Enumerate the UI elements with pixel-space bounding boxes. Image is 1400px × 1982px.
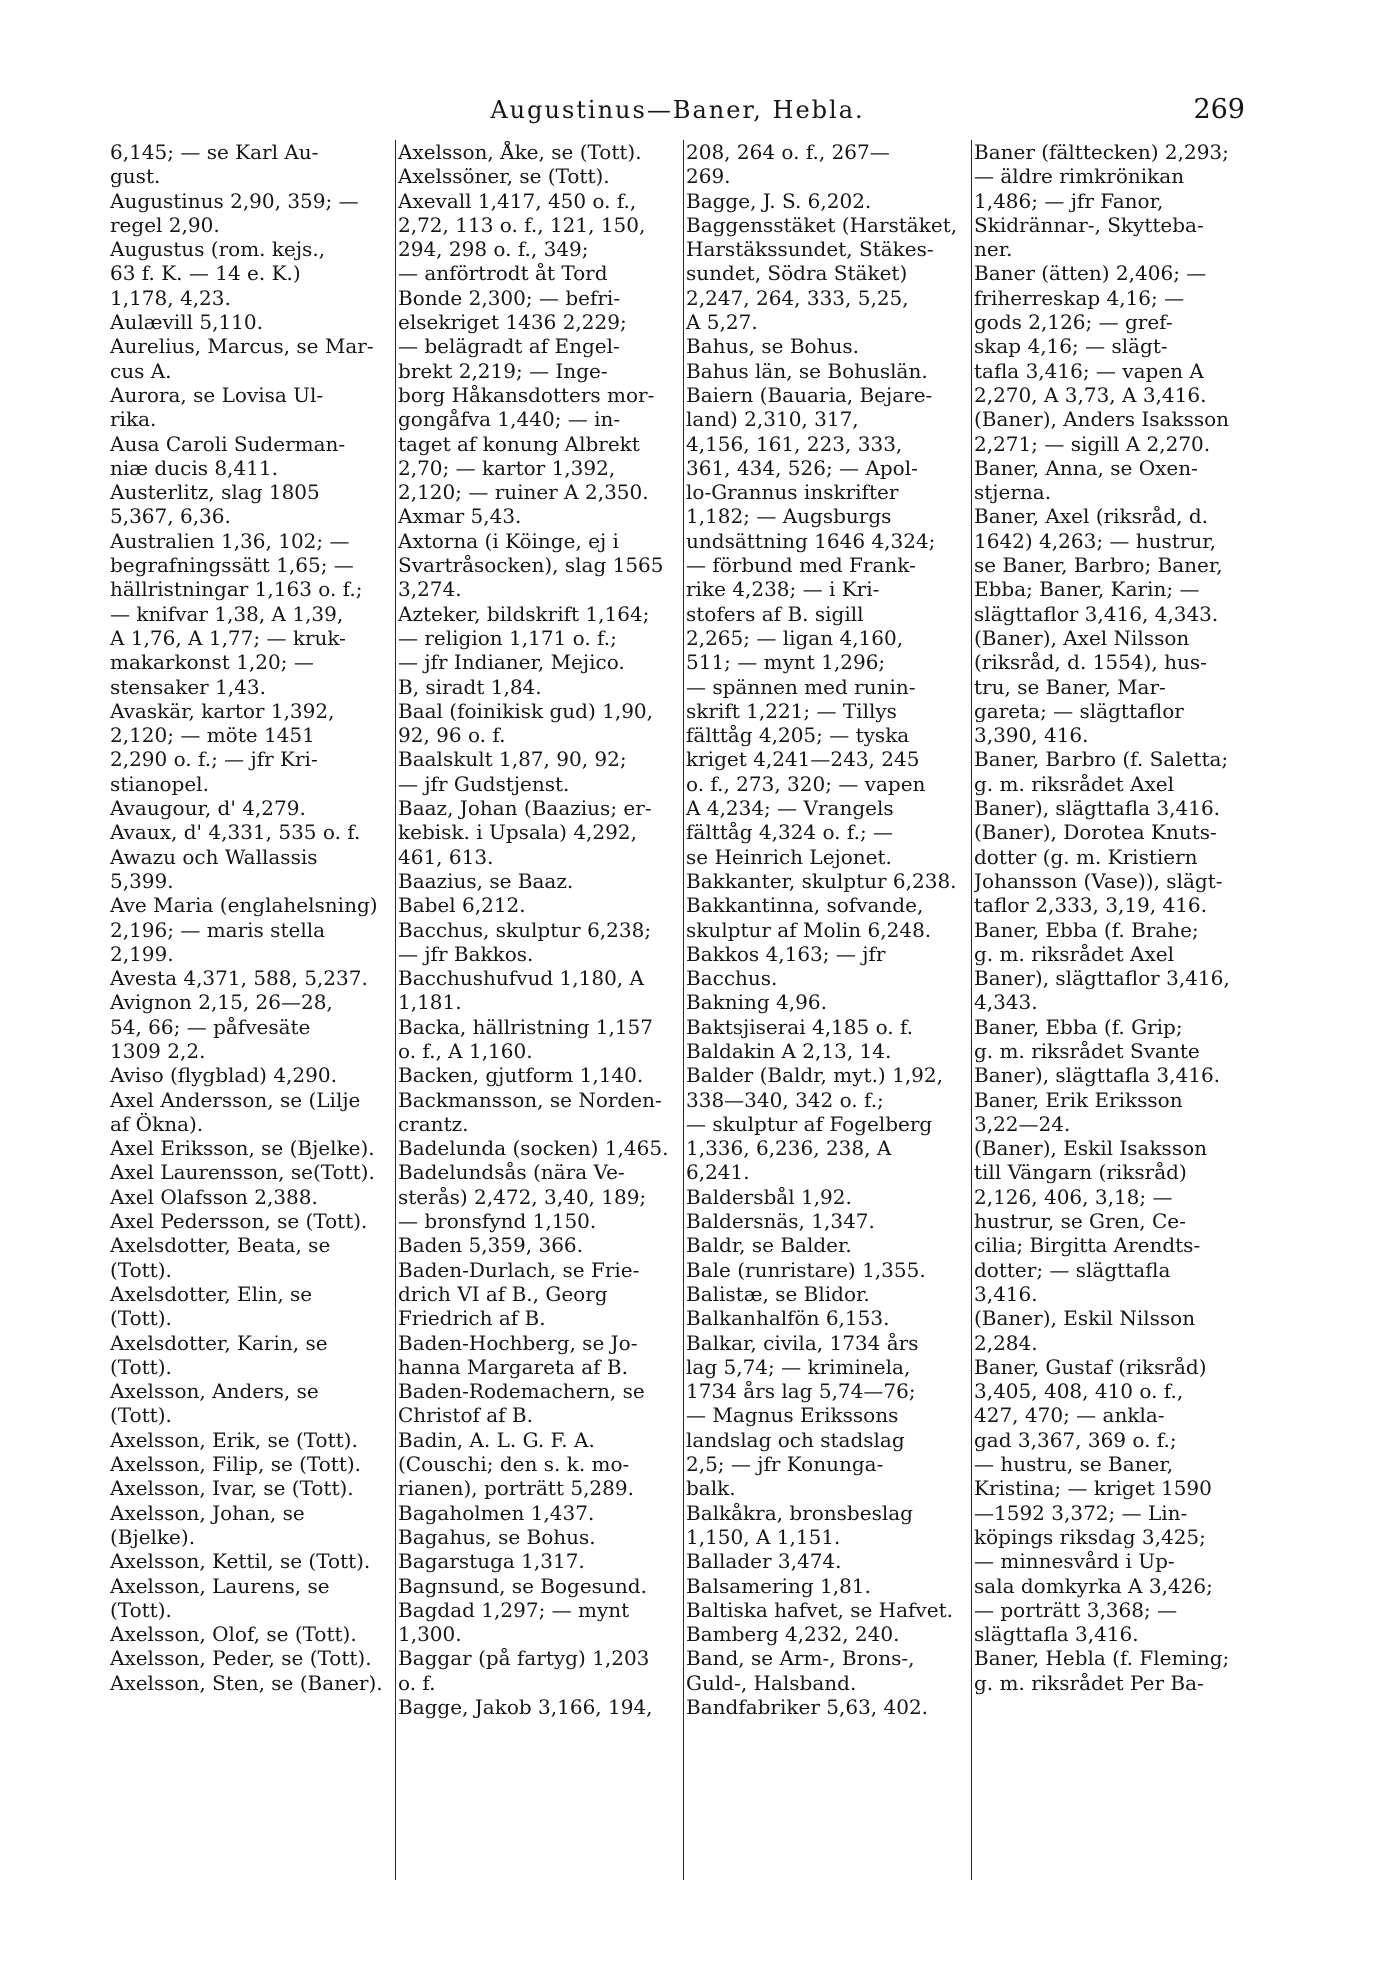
index-line: hustrur, se Gren, Ce- (974, 1209, 1186, 1234)
index-line: Axelsdotter, Elin, se (110, 1281, 313, 1306)
index-line: skap 4,16; — slägt- (974, 334, 1168, 359)
index-line: Bakkos 4,163; — jfr (686, 941, 886, 966)
index-line: Kristina; — kriget 1590 (974, 1476, 1212, 1501)
index-line: — hustru, se Baner, (974, 1452, 1174, 1477)
index-line: Baden 5,359, 366. (398, 1233, 583, 1258)
index-line: 2,270, A 3,73, A 3,416. (974, 382, 1207, 407)
index-line: — religion 1,171 o. f.; (398, 625, 617, 650)
index-line: slägttafla 3,416. (974, 1622, 1139, 1647)
index-line: 1734 års lag 5,74—76; (686, 1379, 916, 1404)
index-line: Badin, A. L. G. F. A. (398, 1427, 595, 1452)
index-line: Balkanhalfön 6,153. (686, 1306, 890, 1331)
index-line: lag 5,74; — kriminela, (686, 1354, 911, 1379)
index-column-4 (974, 140, 1245, 1880)
index-line: undsättning 1646 4,324; (686, 528, 936, 553)
index-line: ner. (974, 237, 1013, 262)
index-line: Avesta 4,371, 588, 5,237. (110, 966, 368, 991)
index-line: Baggensstäket (Harstäket, (686, 212, 958, 237)
index-line: Axel Laurensson, se(Tott). (110, 1160, 375, 1185)
index-line: Bagge, J. S. 6,202. (686, 188, 872, 213)
index-line: B, siradt 1,84. (398, 674, 542, 699)
index-line: 361, 434, 526; — Apol- (686, 455, 918, 480)
index-line: landslag och stadslag (686, 1427, 905, 1452)
index-line: — jfr Bakkos. (398, 941, 534, 966)
index-line: Bamberg 4,232, 240. (686, 1622, 900, 1647)
index-line: (Tott). (110, 1403, 172, 1428)
index-line: 2,5; — jfr Konunga- (686, 1452, 884, 1477)
index-line: cilia; Birgitta Arendts- (974, 1233, 1201, 1258)
index-line: 2,72, 113 o. f., 121, 150, (398, 212, 646, 237)
index-line: Baner, Gustaf (riksråd) (974, 1354, 1207, 1379)
index-line: 208, 264 o. f., 267— (686, 140, 890, 164)
index-line: land) 2,310, 317, (686, 407, 859, 432)
index-line: (riksråd, d. 1554), hus- (974, 650, 1207, 675)
index-line: Baal (foinikisk gud) 1,90, (398, 698, 654, 723)
index-line: Badelunda (socken) 1,465. (398, 1136, 669, 1161)
index-line: se Baner, Barbro; Baner, (974, 553, 1223, 578)
index-line: Ballader 3,474. (686, 1549, 842, 1574)
index-line: (Tott). (110, 1257, 172, 1282)
index-line: (Couschi; den s. k. mo- (398, 1452, 630, 1477)
index-line: 4,343. (974, 990, 1038, 1015)
index-line: Bandfabriker 5,63, 402. (686, 1695, 929, 1719)
index-line: balk. (686, 1476, 736, 1501)
index-line: 2,284. (974, 1330, 1038, 1355)
index-line: 5,367, 6,36. (110, 504, 231, 529)
index-line: Bagdad 1,297; — mynt (398, 1597, 630, 1622)
index-line: Baldr, se Balder. (686, 1233, 852, 1258)
index-line: — minnesvård i Up- (974, 1549, 1175, 1574)
index-line: 1,178, 4,23. (110, 285, 231, 310)
index-line: Bagaholmen 1,437. (398, 1500, 595, 1525)
index-line: Axelsson, Peder, se (Tott). (110, 1646, 372, 1671)
index-line: 3,416. (974, 1281, 1038, 1306)
index-line: drich VI af B., Georg (398, 1281, 608, 1306)
index-line: gods 2,126; — gref- (974, 310, 1173, 335)
index-line: dotter; — slägttafla (974, 1257, 1171, 1282)
index-line: lo-Grannus inskrifter (686, 480, 899, 505)
index-line: 92, 96 o. f. (398, 723, 506, 748)
index-line: — jfr Gudstjenst. (398, 771, 570, 796)
index-line: köpings riksdag 3,425; (974, 1524, 1206, 1549)
running-head: Augustinus—Baner, Hebla. (490, 96, 865, 124)
index-line: begrafningssätt 1,65; — (110, 553, 354, 578)
index-line: hällristningar 1,163 o. f.; (110, 577, 363, 602)
index-line: Balder (Baldr, myt.) 1,92, (686, 1063, 943, 1088)
index-line: kebisk. i Upsala) 4,292, (398, 820, 637, 845)
index-line: Baden-Durlach, se Frie- (398, 1257, 640, 1282)
index-line: Bacchushufvud 1,180, A (398, 966, 644, 991)
index-line: (Tott). (110, 1597, 172, 1622)
index-line: Balkåkra, bronsbeslag (686, 1500, 913, 1525)
index-line: fälttåg 4,324 o. f.; — (686, 820, 894, 845)
index-line: 2,247, 264, 333, 5,25, (686, 285, 909, 310)
index-line: Aurelius, Marcus, se Mar- (110, 334, 374, 359)
index-line: makarkonst 1,20; — (110, 650, 314, 675)
index-line: — porträtt 3,368; — (974, 1597, 1178, 1622)
index-line: 1,336, 6,236, 238, A (686, 1136, 892, 1161)
index-line: borg Håkansdotters mor- (398, 382, 655, 407)
index-line: 511; — mynt 1,296; (686, 650, 886, 675)
index-line: till Vängarn (riksråd) (974, 1160, 1187, 1185)
index-line: stjerna. (974, 480, 1052, 505)
index-line: Baner), slägttaflor 3,416, (974, 966, 1230, 991)
index-line: elsekriget 1436 2,229; (398, 310, 627, 335)
index-line: Balsamering 1,81. (686, 1573, 871, 1598)
index-line: Axelsson, Olof, se (Tott). (110, 1622, 357, 1647)
index-line: crantz. (398, 1111, 469, 1136)
column-rule (395, 140, 396, 1880)
index-line: Baden-Rodemachern, se (398, 1379, 645, 1404)
index-line: Baner), slägttafla 3,416. (974, 1063, 1221, 1088)
index-line: Axelsdotter, Beata, se (110, 1233, 331, 1258)
index-line: o. f., 273, 320; — vapen (686, 771, 926, 796)
index-line: Axelsdotter, Karin, se (110, 1330, 328, 1355)
index-line: Axel Eriksson, se (Bjelke). (110, 1136, 375, 1161)
index-line: Baaz, Johan (Baazius; er- (398, 796, 652, 821)
index-line: Bagarstuga 1,317. (398, 1549, 585, 1574)
index-line: 269. (686, 164, 731, 189)
index-line: —1592 3,372; — Lin- (974, 1500, 1188, 1525)
index-line: Ausa Caroli Suderman- (110, 431, 346, 456)
index-line: Svartråsocken), slag 1565 (398, 553, 664, 578)
index-line: Axelsson, Ivar, se (Tott). (110, 1476, 354, 1501)
index-line: — spännen med runin- (686, 674, 916, 699)
index-line: Bale (runristare) 1,355. (686, 1257, 926, 1282)
index-line: 5,399. (110, 868, 174, 893)
index-columns (110, 140, 1245, 1920)
index-line: Johansson (Vase)), slägt- (974, 868, 1223, 893)
index-line: (Tott). (110, 1354, 172, 1379)
index-line: taget af konung Albrekt (398, 431, 640, 456)
index-line: A 4,234; — Vrangels (686, 796, 894, 821)
index-line: 2,290 o. f.; — jfr Kri- (110, 747, 318, 772)
index-line: 54, 66; — påfvesäte (110, 1014, 311, 1039)
index-line: Guld-, Halsband. (686, 1670, 857, 1695)
index-line: Axevall 1,417, 450 o. f., (398, 188, 637, 213)
index-line: stofers af B. sigill (686, 601, 864, 626)
index-line: Baner, Hebla (f. Fleming; (974, 1646, 1230, 1671)
index-line: Axelsson, Kettil, se (Tott). (110, 1549, 371, 1574)
index-line: (Baner), Axel Nilsson (974, 625, 1190, 650)
index-line: Friedrich af B. (398, 1306, 546, 1331)
index-line: Baner (fälttecken) 2,293; (974, 140, 1229, 164)
index-line: Bahus län, se Bohuslän. (686, 358, 928, 383)
index-line: 3,274. (398, 577, 462, 602)
index-line: Australien 1,36, 102; — (110, 528, 350, 553)
index-line: Baner, Anna, se Oxen- (974, 455, 1198, 480)
index-line: kriget 4,241—243, 245 (686, 747, 920, 772)
index-line: Baktsjiserai 4,185 o. f. (686, 1014, 914, 1039)
index-line: Baner, Axel (riksråd, d. (974, 504, 1209, 529)
index-line: af Ökna). (110, 1111, 204, 1136)
index-column-3 (686, 140, 968, 1880)
index-line: brekt 2,219; — Inge- (398, 358, 608, 383)
index-line: Baalskult 1,87, 90, 92; (398, 747, 627, 772)
index-line: — skulptur af Fogelberg (686, 1111, 933, 1136)
index-line: 2,126, 406, 3,18; — (974, 1184, 1173, 1209)
index-line: slägttaflor 3,416, 4,343. (974, 601, 1219, 626)
index-line: 1309 2,2. (110, 1038, 206, 1063)
index-line: 6,241. (686, 1160, 750, 1185)
index-line: Baazius, se Baaz. (398, 868, 574, 893)
index-line: — belägradt af Engel- (398, 334, 620, 359)
index-line: 1,486; — jfr Fanor, (974, 188, 1164, 213)
index-line: (Baner), Anders Isaksson (974, 407, 1230, 432)
index-line: Baldersnäs, 1,347. (686, 1209, 875, 1234)
index-line: Bakkanter, skulptur 6,238. (686, 868, 957, 893)
index-line: o. f., A 1,160. (398, 1038, 533, 1063)
index-line: 3,22—24. (974, 1111, 1071, 1136)
index-line: rika. (110, 407, 157, 432)
index-line: Avaux, d' 4,331, 535 o. f. (110, 820, 361, 845)
index-line: Axelsson, Erik, se (Tott). (110, 1427, 358, 1452)
index-line: rianen), porträtt 5,289. (398, 1476, 634, 1501)
index-line: Ave Maria (englahelsning) (110, 893, 378, 918)
index-line: Axelsson, Johan, se (110, 1500, 305, 1525)
index-line: stianopel. (110, 771, 209, 796)
index-line: o. f. (398, 1670, 436, 1695)
index-line: Bacchus. (686, 966, 778, 991)
index-line: 338—340, 342 o. f.; (686, 1087, 884, 1112)
index-line: skrift 1,221; — Tillys (686, 698, 897, 723)
index-line: gongåfva 1,440; — in- (398, 407, 621, 432)
index-line: Axel Olafsson 2,388. (110, 1184, 318, 1209)
index-line: hanna Margareta af B. (398, 1354, 628, 1379)
index-line: A 5,27. (686, 310, 758, 335)
index-line: — Magnus Erikssons (686, 1403, 899, 1428)
index-line: Axelsson, Anders, se (110, 1379, 319, 1404)
index-line: Bagahus, se Bohus. (398, 1524, 596, 1549)
index-line: Aviso (flygblad) 4,290. (110, 1063, 337, 1088)
index-line: Baner, Ebba (f. Grip; (974, 1014, 1183, 1039)
index-line: Bacchus, skulptur 6,238; (398, 917, 652, 942)
index-line: g. m. riksrådet Axel (974, 771, 1175, 796)
index-line: 294, 298 o. f., 349; (398, 237, 589, 262)
index-line: 3,390, 416. (974, 723, 1089, 748)
index-line: rike 4,238; — i Kri- (686, 577, 880, 602)
index-line: Azteker, bildskrift 1,164; (398, 601, 650, 626)
index-line: 2,265; — ligan 4,160, (686, 625, 904, 650)
index-line: Bagge, Jakob 3,166, 194, (398, 1695, 653, 1719)
index-line: — äldre rimkrönikan (974, 164, 1185, 189)
index-line: — anförtrodt åt Tord (398, 261, 608, 286)
index-line: friherreskap 4,16; — (974, 285, 1185, 310)
index-line: 4,156, 161, 223, 333, (686, 431, 903, 456)
index-line: Axelsson, Åke, se (Tott). (398, 140, 642, 164)
index-line: Avaskär, kartor 1,392, (110, 698, 335, 723)
index-line: Avignon 2,15, 26—28, (110, 990, 333, 1015)
index-line: Balistæ, se Blidor. (686, 1281, 870, 1306)
index-line: Bahus, se Bohus. (686, 334, 859, 359)
index-line: Bonde 2,300; — befri- (398, 285, 621, 310)
index-line: Axelsson, Sten, se (Baner). (110, 1670, 383, 1695)
index-line: Baltiska hafvet, se Hafvet. (686, 1597, 953, 1622)
index-column-2 (398, 140, 680, 1880)
index-line: Axelsson, Laurens, se (110, 1573, 330, 1598)
index-line: 1,300. (398, 1622, 462, 1647)
index-column-1 (110, 140, 392, 1880)
index-line: 2,196; — maris stella (110, 917, 326, 942)
index-line: Ebba; Baner, Karin; — (974, 577, 1200, 602)
index-line: Backa, hällristning 1,157 (398, 1014, 654, 1039)
index-line: Balkar, civila, 1734 års (686, 1330, 919, 1355)
index-line: Baiern (Bauaria, Bejare- (686, 382, 933, 407)
index-line: — jfr Indianer, Mejico. (398, 650, 625, 675)
index-line: 2,120; — ruiner A 2,350. (398, 480, 649, 505)
index-line: 6,145; — se Karl Au- (110, 140, 319, 164)
index-line: — bronsfynd 1,150. (398, 1209, 597, 1234)
index-line: Augustus (rom. kejs., (110, 237, 326, 262)
index-line: 1,182; — Augsburgs (686, 504, 892, 529)
index-line: 2,199. (110, 941, 174, 966)
index-line: 461, 613. (398, 844, 494, 869)
index-line: 1,181. (398, 990, 462, 1015)
index-line: 2,70; — kartor 1,392, (398, 455, 616, 480)
index-line: Bakkantinna, sofvande, (686, 893, 924, 918)
index-line: Baden-Hochberg, se Jo- (398, 1330, 638, 1355)
index-line: Skidrännar-, Skytteba- (974, 212, 1204, 237)
index-line: Bagnsund, se Bogesund. (398, 1573, 647, 1598)
column-rule (683, 140, 684, 1880)
index-line: Awazu och Wallassis (110, 844, 318, 869)
page-number: 269 (1193, 94, 1245, 125)
index-line: fälttåg 4,205; — tyska (686, 723, 910, 748)
index-line: (Baner), Eskil Isaksson (974, 1136, 1208, 1161)
index-line: sala domkyrka A 3,426; (974, 1573, 1213, 1598)
index-line: gust. (110, 164, 161, 189)
index-line: Baner, Barbro (f. Saletta; (974, 747, 1229, 772)
index-line: dotter (g. m. Kristiern (974, 844, 1198, 869)
index-line: regel 2,90. (110, 212, 220, 237)
index-line: Badelundsås (nära Ve- (398, 1160, 625, 1185)
index-line: taflor 2,333, 3,19, 416. (974, 893, 1208, 918)
index-line: Aulævill 5,110. (110, 310, 263, 335)
index-line: Baner, Ebba (f. Brahe; (974, 917, 1199, 942)
index-line: Aurora, se Lovisa Ul- (110, 382, 324, 407)
index-line: tru, se Baner, Mar- (974, 674, 1166, 699)
index-line: A 1,76, A 1,77; — kruk- (110, 625, 346, 650)
index-line: Baldakin A 2,13, 14. (686, 1038, 892, 1063)
index-line: Axel Andersson, se (Lilje (110, 1087, 361, 1112)
index-line: gareta; — slägttaflor (974, 698, 1184, 723)
index-line: tafla 3,416; — vapen A (974, 358, 1204, 383)
index-line: Baner (ätten) 2,406; — (974, 261, 1207, 286)
index-line: Baner, Erik Eriksson (974, 1087, 1183, 1112)
index-line: 63 f. K. — 14 e. K.) (110, 261, 301, 286)
index-line: (Tott). (110, 1306, 172, 1331)
index-line: Avaugour, d' 4,279. (110, 796, 306, 821)
index-line: 3,405, 408, 410 o. f., (974, 1379, 1184, 1404)
index-line: niæ ducis 8,411. (110, 455, 278, 480)
index-line: Baner), slägttafla 3,416. (974, 796, 1221, 821)
index-line: Backen, gjutform 1,140. (398, 1063, 644, 1088)
index-line: sundet, Södra Stäket) (686, 261, 908, 286)
index-line: (Bjelke). (110, 1524, 196, 1549)
index-line: — knifvar 1,38, A 1,39, (110, 601, 344, 626)
index-line: g. m. riksrådet Per Ba- (974, 1670, 1204, 1695)
index-line: Axtorna (i Köinge, ej i (398, 528, 619, 553)
index-line: 427, 470; — ankla- (974, 1403, 1165, 1428)
index-line: cus A. (110, 358, 172, 383)
index-line: 1,150, A 1,151. (686, 1524, 841, 1549)
index-line: gad 3,367, 369 o. f.; (974, 1427, 1177, 1452)
index-line: 2,120; — möte 1451 (110, 723, 315, 748)
index-line: Christof af B. (398, 1403, 533, 1428)
page-header (110, 90, 1245, 130)
index-line: Axel Pedersson, se (Tott). (110, 1209, 368, 1234)
column-rule (971, 140, 972, 1880)
index-line: Axelssöner, se (Tott). (398, 164, 610, 189)
index-line: Baldersbål 1,92. (686, 1184, 852, 1209)
index-line: Backmansson, se Norden- (398, 1087, 662, 1112)
index-line: sterås) 2,472, 3,40, 189; (398, 1184, 647, 1209)
index-line: Babel 6,212. (398, 893, 526, 918)
index-line: Austerlitz, slag 1805 (110, 480, 320, 505)
index-line: Bakning 4,96. (686, 990, 827, 1015)
index-line: Band, se Arm-, Brons-, (686, 1646, 915, 1671)
index-line: (Baner), Eskil Nilsson (974, 1306, 1196, 1331)
index-line: (Baner), Dorotea Knuts- (974, 820, 1217, 845)
index-line: Harstäkssundet, Stäkes- (686, 237, 934, 262)
index-line: skulptur af Molin 6,248. (686, 917, 932, 942)
index-line: Axmar 5,43. (398, 504, 522, 529)
index-line: — förbund med Frank- (686, 553, 916, 578)
index-line: Axelsson, Filip, se (Tott). (110, 1452, 362, 1477)
index-line: g. m. riksrådet Svante (974, 1038, 1200, 1063)
index-line: 1642) 4,263; — hustrur, (974, 528, 1216, 553)
index-line: g. m. riksrådet Axel (974, 941, 1175, 966)
index-line: se Heinrich Lejonet. (686, 844, 892, 869)
index-line: Baggar (på fartyg) 1,203 (398, 1646, 650, 1671)
index-line: stensaker 1,43. (110, 674, 266, 699)
index-line: Augustinus 2,90, 359; — (110, 188, 359, 213)
index-line: 2,271; — sigill A 2,270. (974, 431, 1211, 456)
